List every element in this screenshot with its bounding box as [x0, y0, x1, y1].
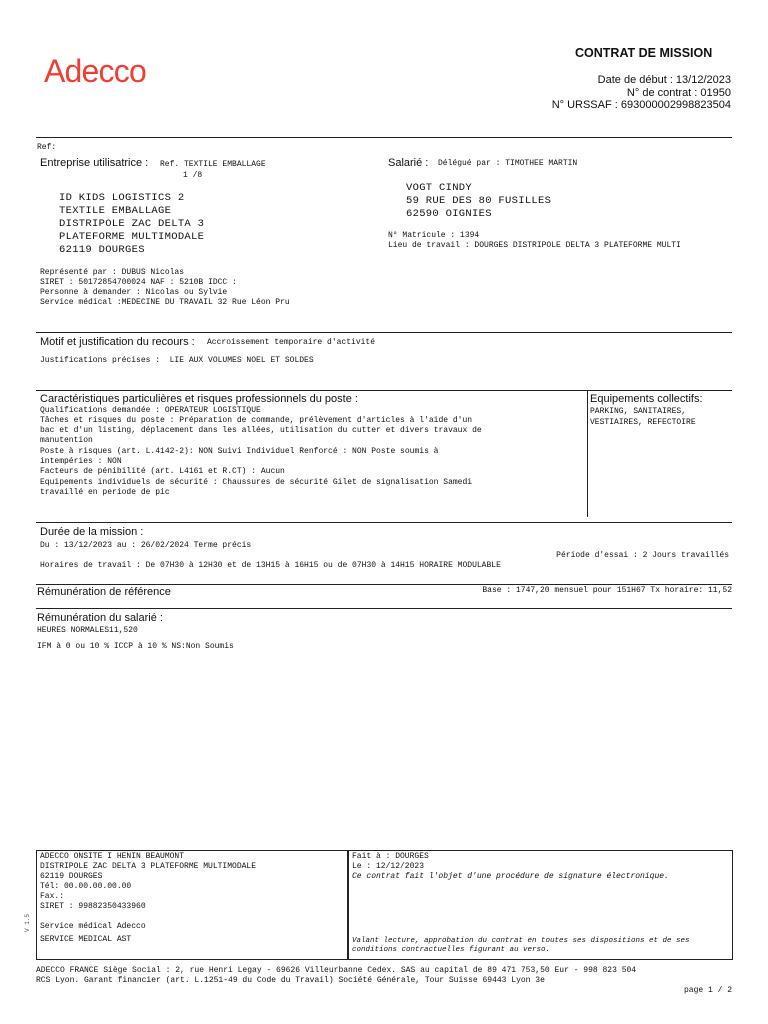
signature-place: Fait à : DOURGES: [352, 852, 429, 861]
approval-line: conditions contractuelles figurant au verso.: [352, 946, 551, 954]
mission-dates: Du : 13/12/2023 au : 26/02/2024 Terme précis: [40, 541, 252, 550]
client-address-line: PLATEFORME MULTIMODALE: [59, 231, 205, 243]
client-address-line: ID KIDS LOGISTICS 2: [59, 192, 185, 204]
version-label: V 1.5: [24, 913, 31, 932]
reference-pay-value: Base : 1747,20 mensuel pour 151H67 Tx horaire: 11,52: [482, 586, 732, 595]
column-divider: [587, 390, 588, 517]
client-representative: Représenté par : DUBUS Nicolas: [40, 268, 185, 277]
equipment-line: PARKING, SANITAIRES,: [590, 407, 687, 416]
agency-line: ADECCO ONSITE I HENIN BEAUMONT: [40, 852, 185, 861]
agency-line: Tél: 00.00.00.00.00: [40, 882, 132, 891]
employee-pay-line: HEURES NORMALES11,520: [37, 626, 138, 635]
client-address-line: TEXTILE EMBALLAGE: [59, 205, 172, 217]
client-contact: Personne à demander : Nicolas ou Sylvie: [40, 288, 228, 297]
page-number: page 1 / 2: [683, 986, 732, 995]
document-title: CONTRAT DE MISSION: [575, 46, 713, 60]
footer-line: ADECCO FRANCE Siège Social : 2, rue Henri Legay - 69626 Villeurbanne Cedex. SAS au capital de 89 471 753,50 Eur - 998 823 504: [36, 966, 637, 975]
trial-period: Période d'essai : 2 Jours travaillés: [556, 551, 729, 560]
approval-line: Valant lecture, approbation du contrat en toutes ses dispositions et de ses: [352, 937, 690, 945]
header-divider: [36, 137, 732, 138]
agency-medical-value: SERVICE MEDICAL AST: [40, 935, 132, 944]
employee-address-line: VOGT CINDY: [406, 182, 473, 194]
characteristics-line: Tâches et risques du poste : Préparation de commande, prélèvement d'articles à l'aide d'un: [40, 416, 473, 425]
agency-line: DISTRIPOLE ZAC DELTA 3 PLATEFORME MULTIMODALE: [40, 862, 257, 871]
motif-section-title: Motif et justification du recours :: [40, 336, 195, 348]
footer-line: RCS Lyon. Garant financier (art. L.1251-49 du Code du Travail) Société Générale, Tour Suisse 69443 Lyon 3e: [36, 976, 545, 985]
client-section-title: Entreprise utilisatrice :: [40, 157, 149, 169]
section-divider: [36, 608, 732, 609]
motif-justification: Justifications précises : LIE AUX VOLUMES NOEL ET SOLDES: [40, 356, 314, 365]
employee-address-line: 62590 OIGNIES: [406, 208, 492, 220]
client-address-line: 62119 DOURGES: [59, 244, 145, 256]
characteristics-line: Qualifications demandée : OPERATEUR LOGISTIQUE: [40, 406, 261, 415]
client-address-line: DISTRIPOLE ZAC DELTA 3: [59, 218, 205, 230]
characteristics-line: manutention: [40, 436, 93, 445]
employee-matricule: N° Matricule : 1394: [388, 231, 480, 240]
urssaf-number: N° URSSAF : 693000002998823504: [551, 99, 731, 111]
agency-line: Fax.:: [40, 892, 65, 901]
start-date: Date de début : 13/12/2023: [597, 74, 731, 86]
characteristics-line: Poste à risques (art. L.4142-2): NON Suivi Individuel Renforcé : NON Poste soumis à: [40, 447, 439, 456]
characteristics-line: intempéries : NON: [40, 457, 122, 466]
adecco-logo: Adecco: [44, 53, 146, 89]
employee-delegate: Délégué par : TIMOTHEE MARTIN: [438, 159, 578, 168]
agency-medical-title: Service médical Adecco: [40, 922, 146, 931]
client-siret: SIRET : 50172854700024 NAF : 5210B IDCC :: [40, 278, 237, 287]
employee-pay-line: IFM à 0 ou 10 % ICCP à 10 % NS:Non Soumis: [37, 642, 234, 651]
duration-section-title: Durée de la mission :: [40, 526, 144, 538]
client-ref-line1: Ref. TEXTILE EMBALLAGE: [160, 160, 266, 169]
employee-section-title: Salarié :: [388, 157, 429, 169]
working-hours: Horaires de travail : De 07H30 à 12H30 et de 13H15 à 16H15 ou de 07H30 à 14H15 HORAIRE MODULABLE: [40, 561, 501, 570]
client-ref-line2: 1 /8: [183, 171, 203, 180]
section-divider: [36, 332, 732, 333]
motif-value: Accroissement temporaire d'activité: [207, 338, 376, 347]
signature-note: Ce contrat fait l'objet d'une procédure de signature électronique.: [352, 872, 669, 881]
ref-label: Ref:: [37, 143, 57, 152]
section-divider: [36, 390, 732, 391]
contract-number: N° de contrat : 01950: [626, 87, 731, 99]
agency-line: SIRET : 99882350433960: [40, 902, 146, 911]
equipment-line: VESTIAIRES, REFECTOIRE: [590, 418, 696, 427]
employee-pay-title: Rémunération du salarié :: [37, 612, 163, 624]
characteristics-line: Facteurs de pénibilité (art. L4161 et R.CT) : Aucun: [40, 467, 285, 476]
agency-line: 62119 DOURGES: [40, 872, 103, 881]
characteristics-section-title: Caractéristiques particulières et risques professionnels du poste :: [40, 393, 358, 405]
equipment-section-title: Equipements collectifs:: [590, 393, 703, 405]
characteristics-line: bac et d'un listing, déplacement dans les allées, utilisation du cutter et divers travaux de: [40, 426, 482, 435]
characteristics-line: travaillé en periode de pic: [40, 488, 170, 497]
reference-pay-title: Rémunération de référence: [37, 586, 171, 598]
characteristics-line: Equipements individuels de sécurité : Chaussures de sécurité Gilet de signalisation Samedi: [40, 478, 473, 487]
client-medical-service: Service médical :MEDECINE DU TRAVAIL 32 Rue Léon Pru: [40, 298, 290, 307]
employee-address-line: 59 RUE DES 80 FUSILLES: [406, 195, 552, 207]
section-divider: [36, 522, 732, 523]
section-divider: [36, 584, 732, 585]
signature-date: Le : 12/12/2023: [352, 862, 425, 871]
employee-workplace: Lieu de travail : DOURGES DISTRIPOLE DELTA 3 PLATEFORME MULTI: [388, 241, 681, 250]
